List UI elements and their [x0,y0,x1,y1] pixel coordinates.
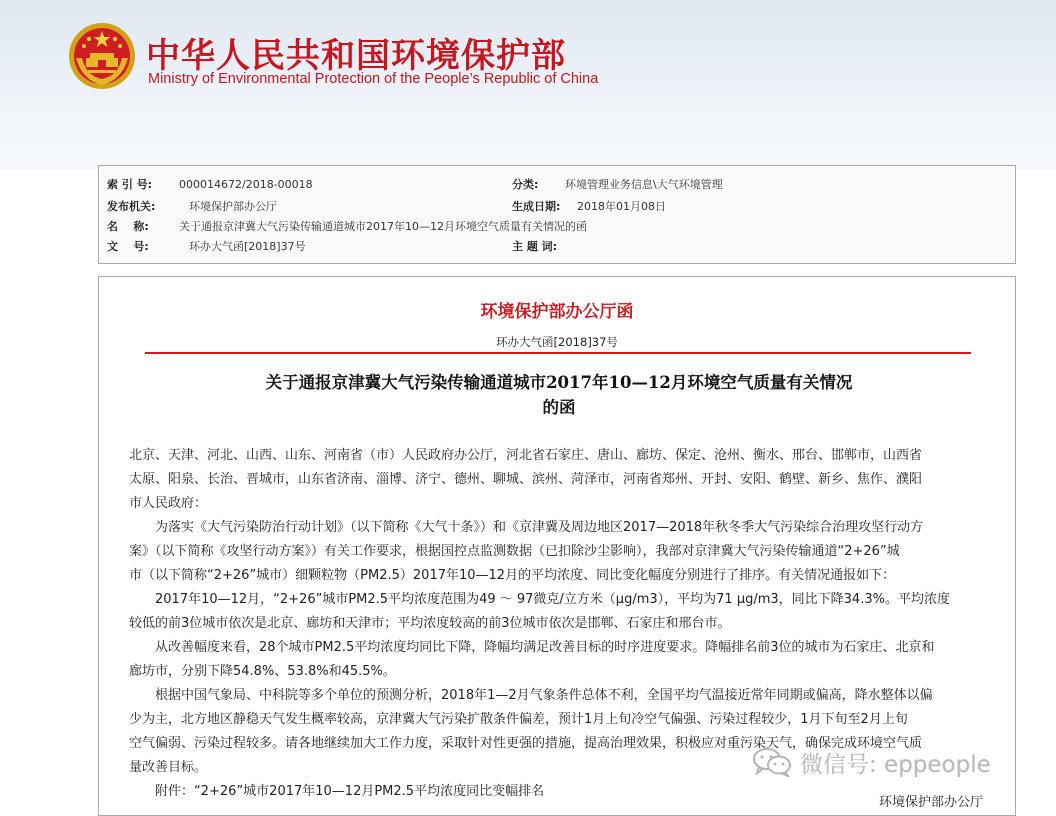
body-line: 从改善幅度来看，28个城市PM2.5平均浓度均同比下降，降幅均满足改善目标的时序进度要求。降幅排名前3位的城市为石家庄、北京和 [155,640,935,655]
body-line: 市人民政府： [129,496,208,511]
body-line: 量改善目标。 [129,760,208,775]
wechat-icon [752,747,792,777]
issuing-office-heading: 环境保护部办公厅函 [480,302,634,322]
document-metadata-panel [98,165,1016,264]
index-label: 索 引 号: [107,178,153,191]
body-line: 案》（以下简称《攻坚行动方案》）有关工作要求，根据国控点监测数据（已扣除沙尘影响），我部对京津冀大气污染传输通道“2+26”城 [129,544,900,559]
meta-row-index [99,175,1015,195]
document-content [98,276,1016,816]
docno-value: 环办大气函[2018]37号 [189,240,306,253]
national-emblem-icon [68,22,136,90]
body-line: 为落实《大气污染防治行动计划》（以下简称《大气十条》）和《京津冀及周边地区2017—2018年秋冬季大气污染综合治理攻坚行动方 [155,520,924,535]
body-line: 根据中国气象局、中科院等多个单位的预测分析，2018年1—2月气象条件总体不利，全国平均气温接近常年同期或偏高，降水整体以偏 [155,688,933,703]
meta-row-docno [99,237,1015,257]
body-line: 廊坊市，分别下降54.8%、53.8%和45.5%。 [129,664,396,679]
category-label: 分类: [512,178,539,191]
category-value: 环境管理业务信息\大气环境管理 [565,178,723,191]
document-title [159,370,959,420]
date-label: 生成日期: [512,200,561,213]
site-title[interactable]: 中华人民共和国环境保护部 [146,36,566,76]
meta-row-issuer [99,197,1015,217]
issuer-value: 环境保护部办公厅 [189,200,277,213]
document-title-line-2: 的函 [542,398,576,417]
subject-label: 主 题 词: [512,240,558,253]
body-line: 2017年10—12月，“2+26”城市PM2.5平均浓度范围为49 ～ 97微克/立方米（μg/m3），平均为71 μg/m3，同比下降34.3%。平均浓度 [155,592,950,607]
name-value: 关于通报京津冀大气污染传输通道城市2017年10—12月环境空气质量有关情况的函 [179,220,587,233]
body-line: 市（以下简称“2+26”城市）细颗粒物（PM2.5）2017年10—12月的平均浓度、同比变化幅度分别进行了排序。有关情况通报如下： [129,568,896,583]
site-title-english: Ministry of Environmental Protection of the People’s Republic of China [148,71,599,87]
document-title-line-1: 关于通报京津冀大气污染传输通道城市2017年10—12月环境空气质量有关情况 [265,373,853,392]
attachment-link[interactable]: 附件：“2+26”城市2017年10—12月PM2.5平均浓度同比变幅排名 [155,784,545,799]
issuer-label: 发布机关: [107,200,156,213]
watermark-text: 微信号: eppeople [800,751,991,778]
name-label: 名 称: [107,220,149,233]
date-value: 2018年01月08日 [577,200,666,213]
body-line: 空气偏弱、污染过程较多。请各地继续加大工作力度，采取针对性更强的措施，提高治理效果，积极应对重污染天气，确保完成环境空气质 [129,736,923,751]
wechat-watermark [752,746,991,778]
body-line: 较低的前3位城市依次是北京、廊坊和天津市；平均浓度较高的前3位城市依次是邯郸、石家庄和邢台市。 [129,616,731,631]
document-number: 环办大气函[2018]37号 [496,335,618,349]
body-line: 北京、天津、河北、山西、山东、河南省（市）人民政府办公厅，河北省石家庄、唐山、廊坊、保定、沧州、衡水、邢台、邯郸市，山西省 [129,448,923,463]
red-divider [145,352,971,354]
body-line: 太原、阳泉、长治、晋城市，山东省济南、淄博、济宁、德州、聊城、滨州、菏泽市，河南省郑州、开封、安阳、鹤壁、新乡、焦作、濮阳 [129,472,923,487]
index-value: 000014672/2018-00018 [179,178,313,191]
signature: 环境保护部办公厅 [878,795,983,810]
docno-label: 文 号: [107,240,149,253]
meta-row-name [99,217,1015,237]
body-line: 少为主，北方地区静稳天气发生概率较高，京津冀大气污染扩散条件偏差，预计1月上旬冷空气偏强、污染过程较少，1月下旬至2月上旬 [129,712,908,727]
